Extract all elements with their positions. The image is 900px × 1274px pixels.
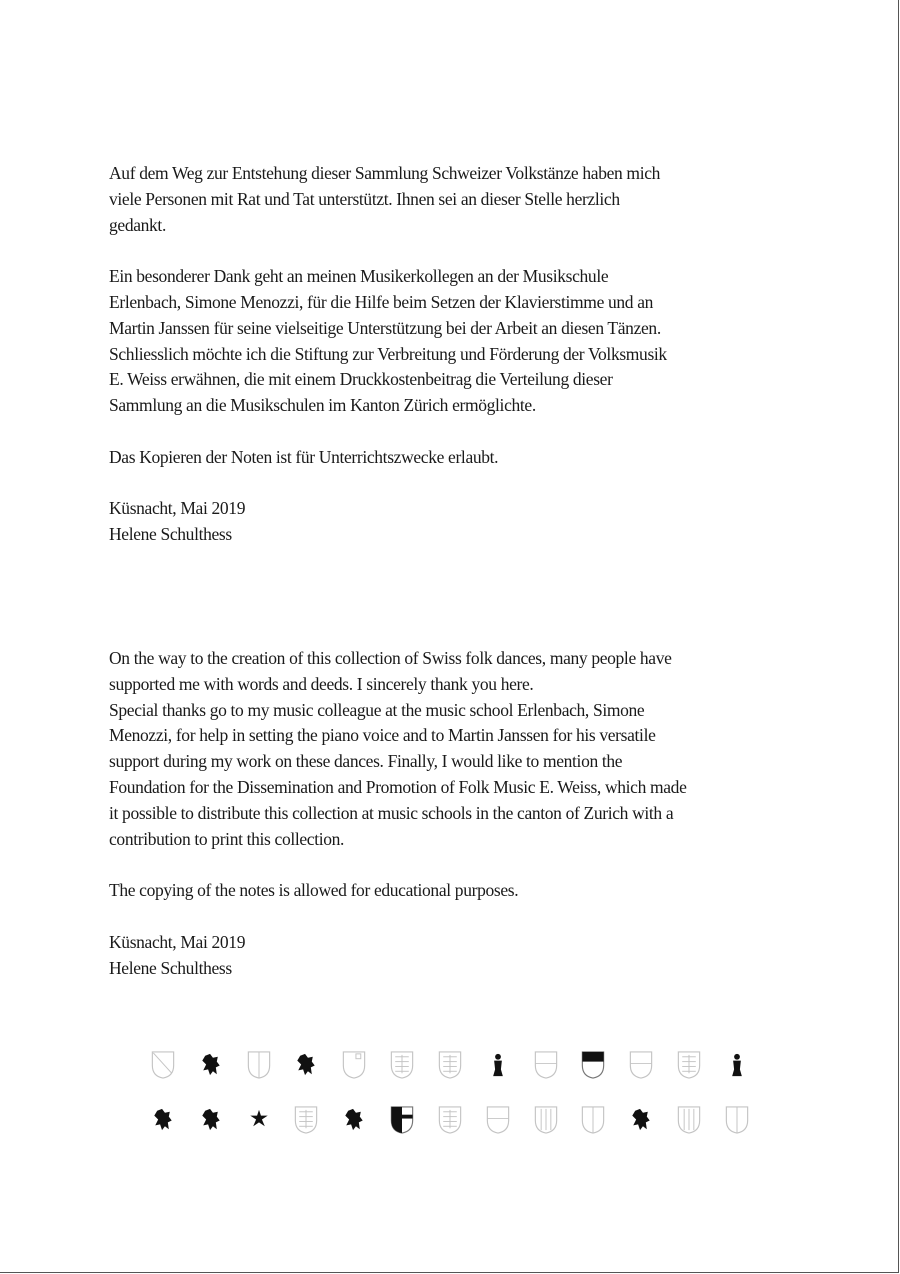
zurich-crest-icon bbox=[150, 1050, 176, 1080]
aargau-crest-icon bbox=[389, 1105, 415, 1135]
basel-land-crest-icon bbox=[724, 1050, 750, 1080]
canton-crests-row-2 bbox=[150, 1105, 750, 1135]
luzern-crest-icon bbox=[246, 1050, 272, 1080]
jura-crest-icon bbox=[724, 1105, 750, 1135]
english-paragraph-2: The copying of the notes is allowed for educational purposes. bbox=[109, 880, 519, 901]
appenzell-ar-crest-icon bbox=[198, 1105, 224, 1135]
bern-bear-crest-icon bbox=[198, 1050, 224, 1080]
glarus-crest-icon bbox=[485, 1050, 511, 1080]
valais-crest-icon bbox=[580, 1105, 606, 1135]
german-place-date: Küsnacht, Mai 2019 bbox=[109, 498, 246, 519]
geneva-crest-icon bbox=[676, 1105, 702, 1135]
thurgau-crest-icon bbox=[437, 1105, 463, 1135]
english-signature: Helene Schulthess bbox=[109, 957, 232, 978]
nidwalden-crest-icon bbox=[437, 1050, 463, 1080]
english-paragraph-1: On the way to the creation of this collection of Swiss folk dances, many people have supported me with words and deeds. I sincerely thank you here. Special thanks go to my music colleague at the music school Erlenbach, Simone Menozzi, for help in setting the piano voice and to Martin Janssen for his versatile support during my work on these dances. Finally, I would like to mention the Foundation for the Dissemination and Promotion of Folk Music E. Weiss, which made it possible to distribute this collection at music schools in the canton of Zurich with a contribution to print this collection. bbox=[109, 648, 687, 849]
vaud-crest-icon bbox=[533, 1105, 559, 1135]
solothurn-crest-icon bbox=[628, 1050, 654, 1080]
neuchatel-crest-icon bbox=[628, 1105, 654, 1135]
fribourg-crest-icon bbox=[580, 1050, 606, 1080]
zug-crest-icon bbox=[533, 1050, 559, 1080]
obwalden-crest-icon bbox=[389, 1050, 415, 1080]
uri-bull-crest-icon bbox=[293, 1050, 319, 1080]
basel-stadt-crest-icon bbox=[676, 1050, 702, 1080]
english-place-date: Küsnacht, Mai 2019 bbox=[109, 931, 246, 952]
german-section bbox=[109, 161, 809, 548]
canton-crests-row-1 bbox=[150, 1050, 750, 1080]
appenzell-ir-crest-icon bbox=[246, 1105, 272, 1135]
english-section bbox=[109, 646, 809, 981]
schwyz-crest-icon bbox=[341, 1050, 367, 1080]
german-paragraph-2: Ein besonderer Dank geht an meinen Musikerkollegen an der Musikschule Erlenbach, Simone Menozzi, für die Hilfe beim Setzen der Klavierstimme und an Martin Janssen für seine vielseitige Unterstützung bei der Arbeit an diesen Tänzen. Schliesslich möchte ich die Stiftung zur Verbreitung und Förderung der Volksmusik E. Weiss erwähnen, die mit einem Druckkostenbeitrag die Verteilung dieser Sammlung an die Musikschulen im Kanton Zürich ermöglichte. bbox=[109, 266, 667, 416]
german-signature: Helene Schulthess bbox=[109, 524, 232, 545]
schaffhausen-crest-icon bbox=[150, 1105, 176, 1135]
german-paragraph-1: Auf dem Weg zur Entstehung dieser Sammlung Schweizer Volkstänze haben mich viele Personen mit Rat und Tat unterstützt. Ihnen sei an dieser Stelle herzlich gedankt. bbox=[109, 163, 661, 235]
german-paragraph-3: Das Kopieren der Noten ist für Unterrichtszwecke erlaubt. bbox=[109, 446, 499, 467]
st-gallen-crest-icon bbox=[293, 1105, 319, 1135]
ticino-crest-icon bbox=[485, 1105, 511, 1135]
graubuenden-crest-icon bbox=[341, 1105, 367, 1135]
